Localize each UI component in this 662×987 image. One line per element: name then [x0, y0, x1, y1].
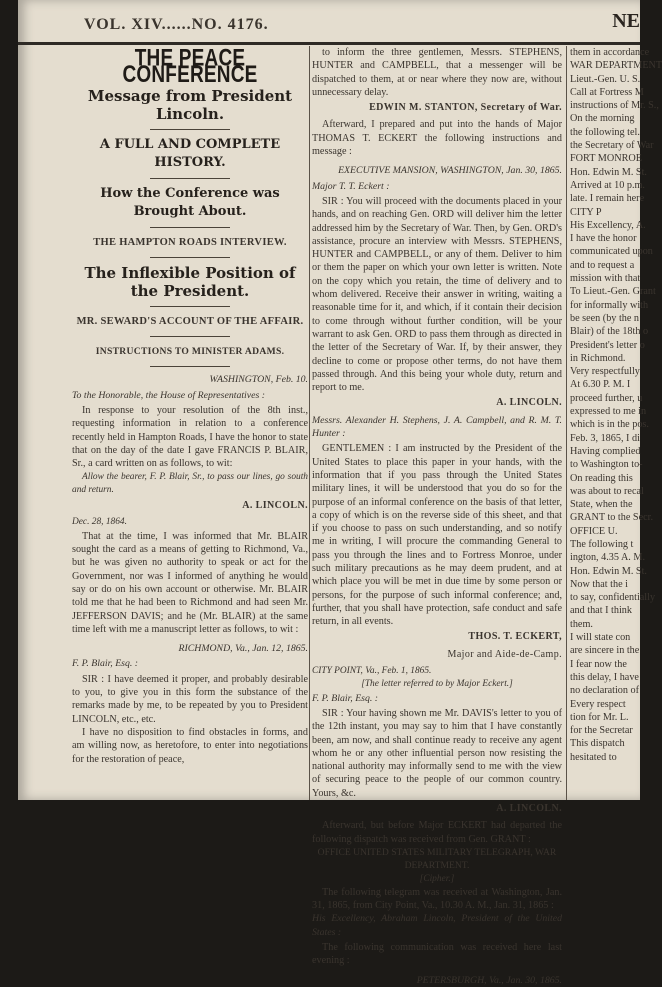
column-3-line: Very respectfully — [570, 366, 640, 378]
column-3-line: Call at Fortress M — [570, 86, 644, 98]
column-3-line: Every respect — [570, 698, 626, 710]
column-3-line: Now that the i — [570, 578, 629, 590]
paragraph: to inform the three gentlemen, Messrs. STEPHENS, HUNTER and CAMPBELL, that a messenger will be dispatched to them, at or near where they now are, without unnecessary delay. — [312, 47, 562, 98]
deck-rule — [150, 366, 230, 367]
column-3-line: I fear now the — [570, 658, 627, 670]
deck-hampton: THE HAMPTON ROADS INTERVIEW. — [93, 236, 287, 248]
deck-rule — [150, 227, 230, 228]
deck-message: Message from President Lincoln. — [87, 86, 293, 123]
deck-seward: MR. SEWARD'S ACCOUNT OF THE AFFAIR. — [76, 315, 304, 327]
column-rule — [566, 46, 567, 800]
column-3-line: On reading this — [570, 472, 633, 484]
salutation: Major T. T. Eckert : — [312, 180, 390, 192]
column-3-line: State, when the — [570, 499, 633, 511]
column-3-line: for the Secretar — [570, 725, 633, 737]
paragraph: GENTLEMEN : I am instructed by the President of the United States to place this paper in your hands, with the information that if you pass through the United States military lines, it will be understood that you do so for the purpose of an informal conference on the basis of that letter, a copy of which is on the reverse side of this sheet, and that if you choose to pass on such understanding, and so notify me in writing, I will procure the commanding General to pass you through the lines and to Fortress Monroe, under such military precautions as he may deem prudent, and at which place you will be met in due time by some person or persons, for the purpose of such informal conference; and, further, that you shall have protection, safe conduct and safe return, in all events. — [312, 443, 562, 628]
paragraph: The following telegram was received at Washington, Jan. 31, 1865, from City Point, Va., 10.30 A. M., Jan. 31, 1865 : — [312, 886, 562, 912]
deck-rule — [150, 336, 230, 337]
paragraph: The following communication was received here last evening : — [312, 942, 562, 967]
column-3-line: Lieut.-Gen. U. S. — [570, 73, 641, 85]
column-3-line: the Secretary of War — [570, 140, 654, 152]
cipher-note: [Cipher.] — [419, 873, 455, 884]
column-3-line: the following tel. — [570, 126, 640, 138]
paragraph: SIR : Your having shown me Mr. DAVIS's letter to you of the 12th instant, you may say to him that I have constantly been, am now, and shall continue ready to receive any agent whom he or any other influential person now resisting the national authority may informally send to me with the view of securing peace to the people of our common country. Yours, &c. — [312, 707, 562, 799]
column-3-line: be seen (by the n — [570, 312, 640, 324]
column-3-line: was about to recal — [570, 485, 644, 497]
column-3-line: proceed further, u — [570, 392, 643, 404]
column-3-line: and that I think — [570, 605, 632, 617]
office-heading: OFFICE UNITED STATES MILITARY TELEGRAPH, WAR DEPARTMENT. — [317, 846, 557, 872]
column-3-line: expressed to me in — [570, 406, 647, 418]
column-3-line: this delay, I have — [570, 671, 639, 683]
paragraph: That at the time, I was informed that Mr. BLAIR sought the card as a means of getting to Richmond, Va., but he was given no authority to speak or act for the Government, nor was I informed of anything he would say or do on his own account or otherwise. Mr. BLAIR told me that he had been to Richmond and had seen Mr. JEFFERSON DAVIS; and he (Mr. BLAIR) at the same time left with me a manuscript letter as follows, to wit : — [72, 530, 308, 635]
signature-title: Major and Aide-de-Camp. — [447, 648, 562, 660]
column-3-line: Having complied — [570, 445, 641, 457]
paragraph: SIR : I have deemed it proper, and probably desirable to you, to give you in this form the substance of the remarks made by me, to be repeated by you to President LINCOLN, etc., etc. — [72, 673, 308, 725]
column-2 — [312, 46, 562, 986]
column-3-line: to Washington to- — [570, 459, 643, 471]
signature: EDWIN M. STANTON, Secretary of War. — [369, 102, 562, 114]
column-3-line: ington, 4.35 A. M. — [570, 552, 645, 564]
signature: A. LINCOLN. — [496, 803, 562, 815]
column-3-line: Blair) of the 18th o — [570, 326, 649, 338]
main-headline: THE PEACE CONFERENCE — [122, 45, 258, 89]
deck-rule — [150, 306, 230, 307]
column-3-line: to say, confidentially — [570, 592, 656, 604]
column-3-line: Hon. Edwin M. St. — [570, 166, 647, 178]
deck-rule — [150, 129, 230, 130]
column-3-line: which is in the pos. — [570, 419, 649, 431]
column-3-line: GRANT to the Secr. — [570, 512, 654, 524]
column-3-line: OFFICE U. — [570, 525, 618, 537]
salutation: His Excellency, Abraham Lincoln, President of the United States : — [312, 913, 562, 938]
column-3-line: in Richmond. — [570, 352, 626, 364]
signature: A. LINCOLN. — [496, 397, 562, 409]
column-3-line: communicated upon — [570, 246, 653, 258]
column-3-line: President's letter o — [570, 339, 645, 351]
column-3-line: Hon. Edwin M. St. — [570, 565, 647, 577]
deck-rule — [150, 257, 230, 258]
salutation: F. P. Blair, Esq. : — [72, 658, 139, 670]
column-3-line: WAR DEPARTMENT — [570, 60, 662, 72]
bracket-note: [The letter referred to by Major Eckert.] — [361, 679, 513, 690]
masthead — [18, 0, 640, 45]
column-3-line: Arrived at 10 p.m. — [570, 179, 645, 191]
salutation: To the Honorable, the House of Representatives : — [72, 389, 266, 401]
column-3-line: hesitated to — [570, 751, 617, 763]
column-3-line: mission with that — [570, 273, 641, 285]
newspaper-page — [18, 0, 662, 986]
dateline: RICHMOND, Va., Jan. 12, 1865. — [178, 643, 308, 655]
column-3-line: no declaration of — [570, 685, 640, 697]
paragraph: I have no disposition to find obstacles in forms, and am willing now, as heretofore, to enter into negotiations for the restoration of peace, — [72, 726, 308, 765]
column-3-line: I have the honor — [570, 233, 637, 245]
column-3-line: CITY P — [570, 206, 602, 218]
column-3-line: His Excellency, A. — [570, 219, 646, 231]
date-line: Dec. 28, 1864. — [72, 517, 127, 528]
salutation: Messrs. Alexander H. Stephens, J. A. Campbell, and R. M. T. Hunter : — [312, 414, 562, 440]
deck-adams: INSTRUCTIONS TO MINISTER ADAMS. — [95, 346, 285, 358]
column-3-line: On the morning — [570, 113, 635, 125]
newspaper-name-fragment: NE — [612, 10, 640, 32]
column-3-line: Feb. 3, 1865, I di — [570, 432, 640, 444]
column-3-line: At 6.30 P. M. I — [570, 379, 631, 391]
column-3-line: instructions of Mr. S., — [570, 100, 659, 112]
paragraph: Allow the bearer, F. P. Blair, Sr., to pass our lines, go south and return. — [72, 471, 308, 495]
signature: A. LINCOLN. — [242, 500, 308, 512]
column-3-line: FORT MONROE — [570, 153, 642, 165]
salutation: F. P. Blair, Esq. : — [312, 692, 379, 704]
column-3-line: tion for Mr. L. — [570, 711, 629, 723]
column-3-line: them in accordance — [570, 47, 650, 58]
column-3-line: To Lieut.-Gen. Grant — [570, 286, 656, 298]
dateline: CITY POINT, Va., Feb. 1, 1865. — [312, 666, 432, 677]
deck-how: How the Conference was Brought About. — [100, 185, 280, 219]
column-3-line: The following t — [570, 538, 634, 550]
column-3-line: and to request a — [570, 259, 635, 271]
deck-history: A FULL AND COMPLETE HISTORY. — [99, 136, 281, 170]
dateline: EXECUTIVE MANSION, WASHINGTON, Jan. 30, 1865. — [338, 165, 562, 177]
column-3-line: late. I remain here — [570, 193, 645, 205]
signature: THOS. T. ECKERT, — [468, 631, 562, 643]
column-3 — [570, 46, 660, 800]
paragraph: SIR : You will proceed with the documents placed in your hands, and on reaching Gen. ORD will deliver him the letter addressed him by the Secretary of War. Then, by Gen. ORD's assistance, procure an interview with Messrs. STEPHENS, HUNTER and CAMPBELL, or any of them. Deliver to him or them the paper on which your own letter is written. Note on the copy which you retain, the time of delivery and to whom delivered. Receive their answer in writing, waiting a reasonable time for it, and which, if it contain their decision to come through without further condition, will be your warrant to ask Gen. ORD to pass them through as directed in the letter of the Secretary of War. If, by their answer, they decline to come or propose other terms, do not have them passed through. And this being your whole duty, return and report to me. — [312, 195, 562, 394]
paragraph: Afterward, but before Major ECKERT had departed the following dispatch was received from Gen. GRANT : — [312, 820, 562, 845]
column-3-line: are sincere in the — [570, 645, 640, 657]
paragraph: Afterward, I prepared and put into the hands of Major THOMAS T. ECKERT the following instructions and message : — [312, 119, 562, 158]
deck-rule — [150, 178, 230, 179]
column-3-line: This dispatch — [570, 738, 625, 750]
volume-number: VOL. XIV......NO. 4176. — [84, 16, 269, 33]
dateline: WASHINGTON, Feb. 10. — [209, 374, 308, 386]
dateline: PETERSBURGH, Va., Jan. 30, 1865. — [416, 974, 562, 986]
column-rule — [309, 46, 310, 800]
column-3-line: for informally with — [570, 299, 649, 311]
column-3-line: I will state con — [570, 632, 631, 644]
column-3-line: them. — [570, 618, 593, 630]
paragraph: In response to your resolution of the 8th inst., requesting information in relation to a conference recently held in Hampton Roads, I have the honor to state that on the day of the date I gave FRANCIS P. BLAIR, Sr., a card written on as follows, to wit: — [72, 405, 308, 470]
column-1 — [72, 46, 308, 800]
deck-inflexible: The Inflexible Position of the President. — [84, 263, 296, 300]
